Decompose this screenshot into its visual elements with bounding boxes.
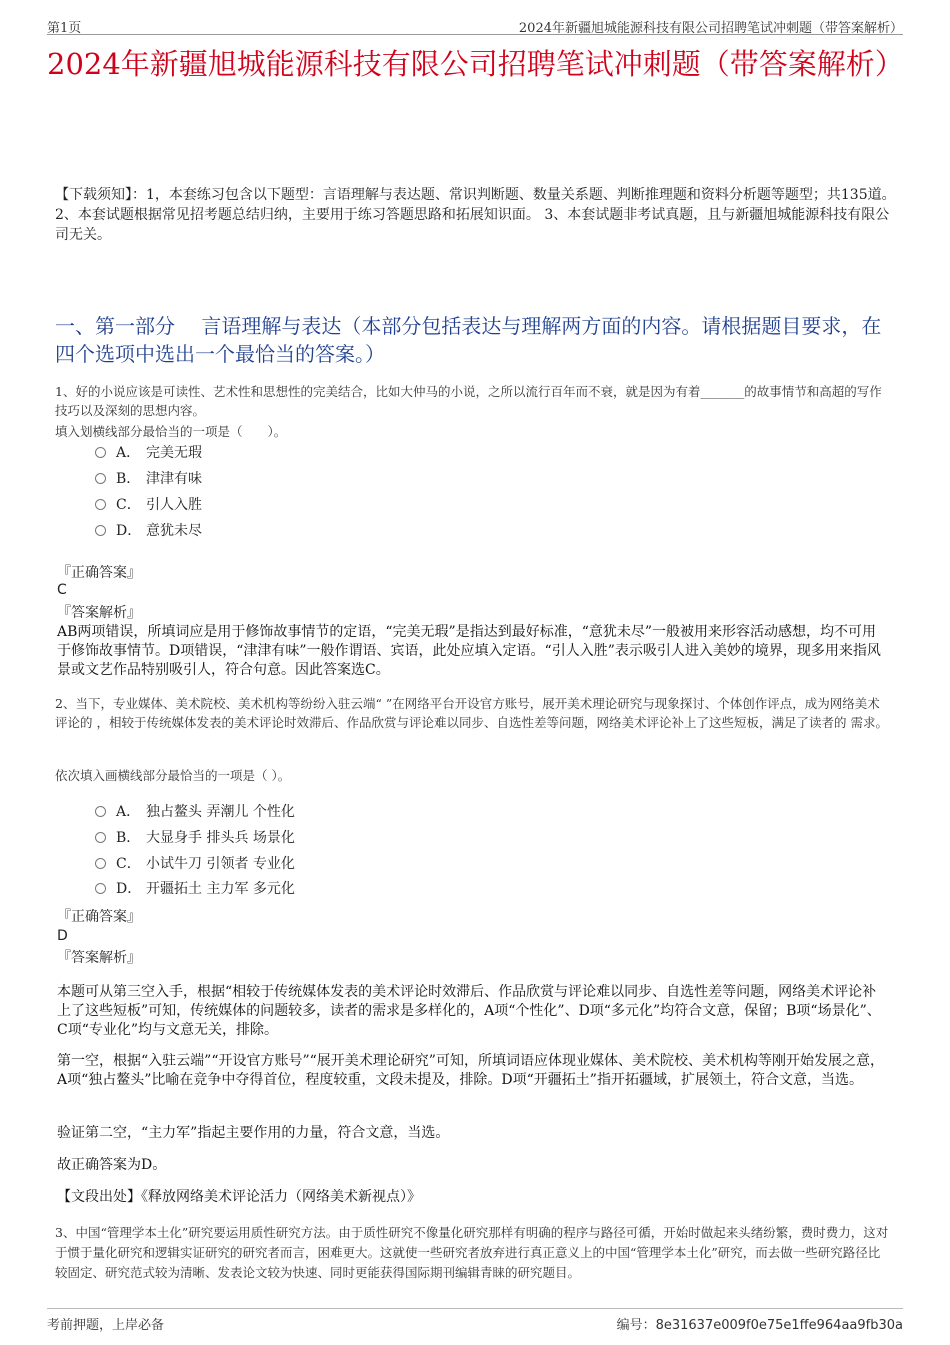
q2-option-c[interactable]: C． 小试牛刀 引领者 专业化 bbox=[95, 854, 295, 874]
radio-icon[interactable] bbox=[95, 806, 106, 817]
q2-answer-label: 『正确答案』 bbox=[57, 909, 141, 925]
radio-icon[interactable] bbox=[95, 525, 106, 536]
page-number: 第1页 bbox=[47, 21, 82, 36]
download-notice: 【下载须知】：1，本套练习包含以下题型：言语理解与表达题、常识判断题、数量关系题、判断推理题和资料分析题等题型；共135道。 2、本套试题根据常见招考题总结归纳，主要用于练习答题思路和拓展知识面。 3、本套试题非考试真题，且与新疆旭城能源科技有限公司无关。 bbox=[55, 187, 896, 243]
section-title: 一、第一部分 言语理解与表达（本部分包括表达与理解两方面的内容。请根据题目要求，在四个选项中选出一个最恰当的答案。） bbox=[55, 314, 882, 366]
q2-analysis-paragraph: 第一空，根据“入驻云端”“开设官方账号”“展开美术理论研究”可知，所填词语应体现业媒体、美术院校、美术机构等刚开始发展之意，A项“独占鳌头”比喻在竞争中夺得首位，程度较重，文段未提及，排除。D项“开疆拓土”指开拓疆域，扩展领土，符合文意，当选。 bbox=[57, 1053, 884, 1088]
radio-icon[interactable] bbox=[95, 499, 106, 510]
question-1-instruction: 填入划横线部分最恰当的一项是（ ）。 bbox=[55, 424, 287, 439]
footer-code bbox=[617, 1314, 903, 1333]
radio-icon[interactable] bbox=[95, 832, 106, 843]
q1-analysis-label: 『答案解析』 bbox=[57, 605, 141, 621]
radio-icon[interactable] bbox=[95, 883, 106, 894]
header-divider bbox=[47, 34, 903, 35]
q1-analysis: AB两项错误，所填词应是用于修饰故事情节的定语，“完美无瑕”是指达到最好标准，“意犹未尽”一般被用来形容活动感想，均不可用于修饰故事情节。D项错误，“津津有味”一般作谓语、宾语，此处应填入定语。“引人入胜”表示吸引人进入美妙的境界，现多用来指风景或文艺作品特别吸引人，符合句意。因此答案选C。 bbox=[57, 624, 881, 678]
radio-icon[interactable] bbox=[95, 858, 106, 869]
footer-divider bbox=[47, 1308, 903, 1309]
footer-code-value: 8e31637e009f0e75e1ffe964aa9fb30a bbox=[655, 1318, 903, 1333]
footer-slogan: 考前押题，上岸必备 bbox=[47, 1318, 165, 1333]
q1-answer: C bbox=[57, 582, 67, 598]
q2-option-a[interactable]: A． 独占鳌头 弄潮儿 个性化 bbox=[95, 802, 295, 822]
q1-option-d[interactable]: D． 意犹未尽 bbox=[95, 521, 202, 541]
q1-option-b[interactable]: B． 津津有味 bbox=[95, 469, 202, 489]
q2-option-d[interactable]: D． 开疆拓土 主力军 多元化 bbox=[95, 879, 295, 899]
document-title: 2024年新疆旭城能源科技有限公司招聘笔试冲刺题（带答案解析） bbox=[47, 47, 904, 81]
q2-analysis-paragraph: 故正确答案为D。 bbox=[57, 1157, 167, 1173]
q2-option-b[interactable]: B． 大显身手 排头兵 场景化 bbox=[95, 828, 295, 848]
radio-icon[interactable] bbox=[95, 447, 106, 458]
question-1-stem: 1、好的小说应该是可读性、艺术性和思想性的完美结合，比如大仲马的小说，之所以流行百年而不衰，就是因为有着_______的故事情节和高超的写作技巧以及深刻的思想内容。 bbox=[55, 384, 882, 418]
q2-analysis-paragraph: 验证第二空，“主力军”指起主要作用的力量，符合文意，当选。 bbox=[57, 1125, 450, 1141]
q1-answer-label: 『正确答案』 bbox=[57, 565, 141, 581]
page-header bbox=[47, 13, 903, 35]
q1-option-a[interactable]: A． 完美无瑕 bbox=[95, 443, 202, 463]
q2-analysis-label: 『答案解析』 bbox=[57, 950, 141, 966]
radio-icon[interactable] bbox=[95, 473, 106, 484]
q2-answer: D bbox=[57, 928, 68, 944]
header-doc-title: 2024年新疆旭城能源科技有限公司招聘笔试冲刺题（带答案解析） bbox=[518, 21, 903, 36]
footer-code-label: 编号： bbox=[616, 1318, 656, 1333]
question-2-instruction: 依次填入画横线部分最恰当的一项是（ ）。 bbox=[55, 768, 291, 783]
question-2-stem: 2、当下，专业媒体、美术院校、美术机构等纷纷入驻云端“ ”在网络平台开设官方账号，展开美术理论研究与现象探讨、个体创作评点，成为网络美术评论的 ，相较于传统媒体发表的美术评论时效滞后、作品欣赏与评论难以同步、自选性差等问题，网络美术评论补上了这些短板，满足了读者的 需求。 bbox=[55, 696, 888, 730]
q2-source: 【文段出处】《释放网络美术评论活力（网络美术新视点）》 bbox=[57, 1189, 421, 1205]
question-3-stem: 3、中国“管理学本土化”研究要运用质性研究方法。由于质性研究不像量化研究那样有明确的程序与路径可循，开始时做起来头绪纷繁，费时费力，这对于惯于量化研究和逻辑实证研究的研究者而言，困难更大。这就使一些研究者放弃进行真正意义上的中国“管理学本土化”研究，而去做一些研究路径比较固定、研究范式较为清晰、发表论文较为快速、同时更能获得国际期刊编辑青睐的研究题目。 bbox=[55, 1225, 889, 1280]
q2-analysis-paragraph: 本题可从第三空入手，根据“相较于传统媒体发表的美术评论时效滞后、作品欣赏与评论难以同步、自选性差等问题，网络美术评论补上了这些短板”可知，传统媒体的问题较多，读者的需求是多样化的，A项“个性化”、D项“多元化”均符合文意，保留；B项“场景化”、C项“专业化”均与文意无关，排除。 bbox=[57, 984, 881, 1038]
q1-option-c[interactable]: C． 引人入胜 bbox=[95, 495, 202, 515]
